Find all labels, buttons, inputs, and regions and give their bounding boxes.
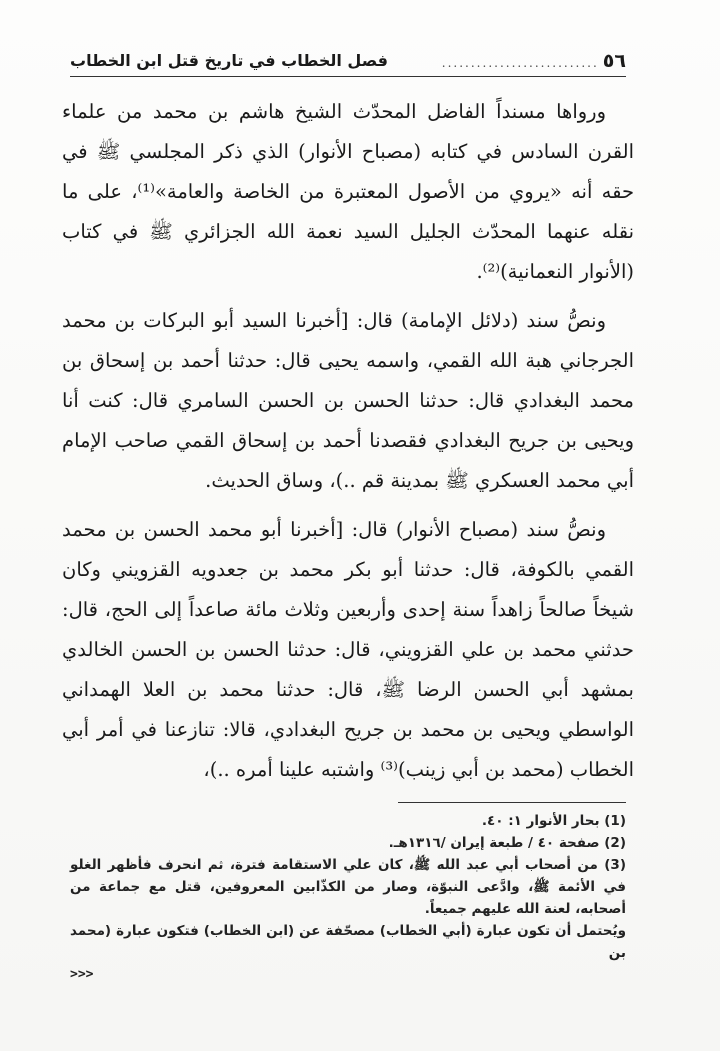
footnote-separator (398, 802, 626, 803)
main-text (62, 92, 634, 799)
header-leader-dots: ........................... (441, 56, 599, 70)
paragraph-3: ونصُّ سند (مصباح الأنوار) قال: [أخبرنا أبو محمد الحسن بن محمد القمي بالكوفة، قال: حدثنا أبو بكر محمد بن جعدويه القزويني وكان شيخاً صالحاً زاهداً سنة إحدى وأربعين وثلاث مائة صاعداً إلى الحج، قال: حدثني محمد بن علي القزويني، قال: حدثنا الحسن بن الحسن الخالدي بمشهد أبي الحسن الرضا ﷺ، قال: حدثنا محمد بن العلا الهمداني الواسطي ويحيى بن محمد بن جريح البغدادي، قالا: تنازعنا في أمر أبي الخطاب (محمد بن أبي زينب)⁽³⁾ واشتبه علينا أمره ..)، (62, 518, 634, 781)
continued-marker: >>> (70, 967, 94, 982)
paragraph-2: ونصُّ سند (دلائل الإمامة) قال: [أخبرنا السيد أبو البركات بن محمد الجرجاني هبة الله القمي، واسمه يحيى قال: حدثنا أحمد بن إسحاق بن محمد البغدادي قال: حدثنا الحسن بن الحسن السامري قال: كنت أنا ويحيى بن جريح البغدادي فقصدنا أحمد بن إسحاق القمي صاحب الإمام أبي محمد العسكري ﷺ بمدينة قم ..)، وساق الحديث. (62, 309, 634, 492)
footnote-continuation: ويُحتمل أن تكون عبارة (أبي الخطاب) مصحّفة عن (ابن الخطاب) فتكون عبارة (محمد بن (70, 923, 626, 961)
running-header (70, 36, 626, 77)
footnote-2: (2) صفحة ٤٠ / طبعة إيران /١٣١٦هـ. (388, 835, 626, 851)
footnotes (70, 810, 626, 986)
page-number: ٥٦ (602, 50, 626, 72)
footnote-3: (3) من أصحاب أبي عبد الله ﷺ، كان علي الاستقامة فترة، ثم انحرف فأظهر الغلو في الأئمة ﷺ، وادَّعى النبوّة، وصار من الكذّابين المعروفين، قتل مع جماعة من أصحابه، لعنة الله عليهم جميعاً. (70, 857, 626, 917)
running-title: فصل الخطاب في تاريخ قتل ابن الخطاب (70, 51, 388, 70)
footnote-1: (1) بحار الأنوار ١: ٤٠. (481, 813, 626, 829)
paragraph-1: ورواها مسنداً الفاضل المحدّث الشيخ هاشم بن محمد من علماء القرن السادس في كتابه (مصباح الأنوار) الذي ذكر المجلسي ﷺ في حقه أنه «يروي من الأصول المعتبرة من الخاصة والعامة»⁽¹⁾، على ما نقله عنهما المحدّث الجليل السيد نعمة الله الجزائري ﷺ في كتاب (الأنوار النعمانية)⁽²⁾. (62, 100, 634, 283)
